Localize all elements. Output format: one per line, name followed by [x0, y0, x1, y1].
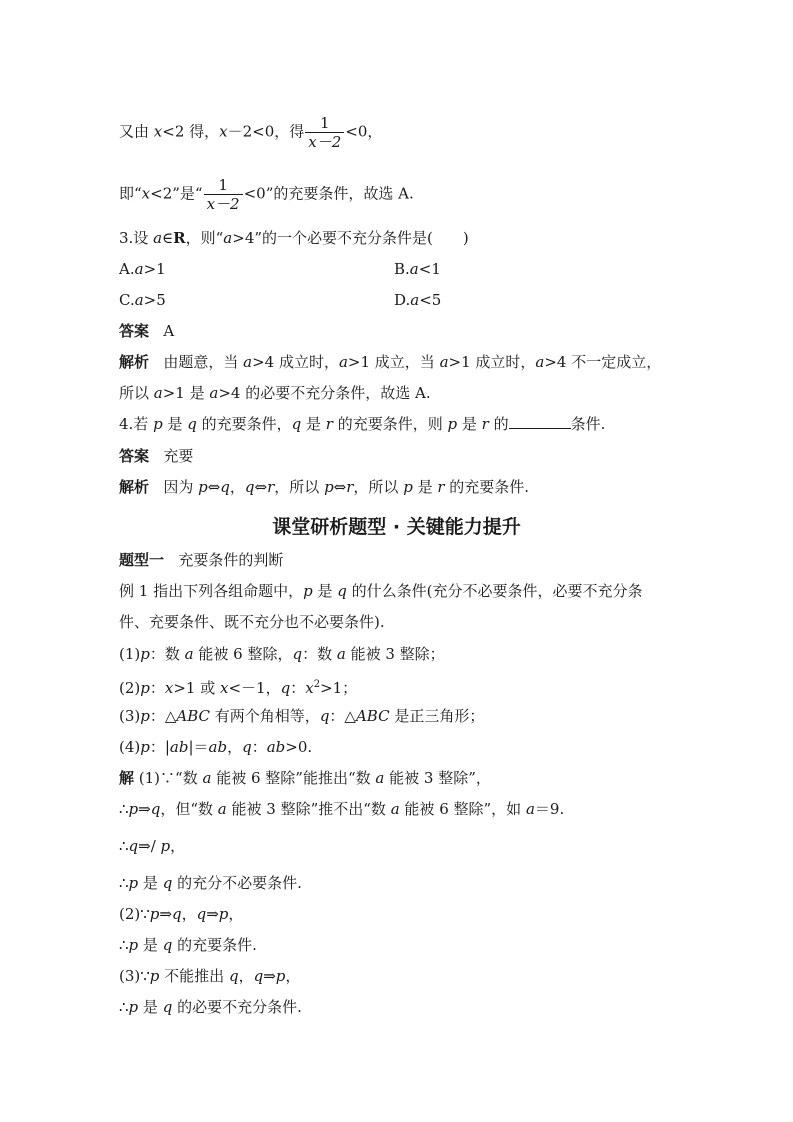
- answer-3: [119, 321, 174, 341]
- var: a: [209, 384, 219, 402]
- text: 即“: [119, 184, 142, 203]
- var: a: [439, 353, 449, 371]
- solution-2-line-1: [119, 904, 243, 924]
- text: ，: [181, 905, 197, 923]
- text: (2)∵: [119, 905, 150, 923]
- option-c: [119, 291, 166, 309]
- explanation-3-line-2: [119, 383, 431, 403]
- text: 因为: [163, 478, 199, 496]
- text: <2”是“: [150, 184, 203, 203]
- text: 的什么条件(充分不必要条件，必要不充分条: [346, 582, 643, 600]
- text: 的: [488, 415, 509, 433]
- text: ⇒: [206, 905, 219, 923]
- condition-2: [119, 675, 357, 698]
- text: (3): [119, 707, 141, 725]
- text: 能被 3 整除；: [345, 645, 445, 663]
- options-row-2: [119, 290, 679, 310]
- var: r: [325, 415, 333, 433]
- set-R: R: [173, 229, 186, 247]
- text: <2 得，: [162, 122, 220, 141]
- var: q: [337, 582, 347, 600]
- var: q: [150, 800, 161, 818]
- var: a: [375, 769, 385, 787]
- option-b: [394, 259, 441, 279]
- option-d: [394, 290, 441, 310]
- text: 是: [312, 582, 338, 600]
- question-4: [119, 414, 605, 434]
- var: a: [134, 291, 144, 309]
- text: ＝9.: [534, 800, 565, 818]
- option-text: <5: [419, 291, 442, 309]
- var: r: [267, 478, 275, 496]
- option-text: <1: [418, 260, 441, 278]
- text: 是: [138, 998, 163, 1016]
- solution-1-line-1: [119, 768, 491, 788]
- text: ⇔: [254, 478, 268, 496]
- var: p: [128, 874, 139, 892]
- var: p: [140, 738, 150, 756]
- text: >4 的必要不充分条件，故选 A.: [218, 384, 431, 402]
- text: <－1，: [228, 679, 281, 697]
- var: p: [160, 837, 171, 855]
- text: ⇔: [333, 478, 347, 496]
- text: >1 或: [173, 679, 220, 697]
- text: 的充要条件.: [444, 478, 530, 496]
- text: ，则“: [185, 229, 224, 247]
- var: x: [141, 184, 151, 203]
- text: >4 成立时，: [252, 353, 339, 371]
- var: ab: [208, 738, 228, 756]
- option-key: A.: [119, 260, 135, 278]
- var: q: [196, 905, 207, 923]
- option-key: C.: [119, 291, 135, 309]
- var: p: [324, 478, 334, 496]
- example-1-line-1: [119, 581, 642, 601]
- var: q: [171, 905, 182, 923]
- var: q: [228, 967, 239, 985]
- var: a: [202, 769, 212, 787]
- var: p: [403, 478, 413, 496]
- text: 的充要条件，: [196, 415, 292, 433]
- text: 能被 3 整除”，: [384, 769, 491, 787]
- var: a: [134, 260, 144, 278]
- var: q: [162, 936, 173, 954]
- option-text: >5: [143, 291, 166, 309]
- var: p: [128, 800, 139, 818]
- var: p: [149, 905, 160, 923]
- text: ，: [229, 478, 245, 496]
- var: ABC: [176, 707, 211, 725]
- condition-4: [119, 737, 312, 757]
- var: a: [338, 353, 348, 371]
- text: 是: [412, 478, 438, 496]
- text: ∴: [119, 837, 129, 855]
- solution-3-line-1: [119, 966, 300, 986]
- text: 所以: [119, 384, 154, 402]
- text: <0，: [345, 122, 383, 141]
- var: p: [447, 415, 458, 433]
- text: ：△: [329, 707, 356, 725]
- text: 是: [138, 874, 163, 892]
- var: p: [218, 905, 229, 923]
- text: 的充分不必要条件.: [172, 874, 302, 892]
- text: >1 成立时，: [448, 353, 536, 371]
- example-1-line-2: 件、充要条件、既不充分也不必要条件).: [119, 613, 385, 631]
- option-a: [119, 260, 166, 278]
- fraction: [204, 176, 243, 213]
- var: ABC: [355, 707, 390, 725]
- var: p: [153, 415, 163, 433]
- explanation-label: 解析: [119, 478, 150, 496]
- var: q: [220, 478, 230, 496]
- var: p: [128, 936, 139, 954]
- text: >1 成立，当: [347, 353, 440, 371]
- text: 4.若: [119, 415, 154, 433]
- var: x: [305, 679, 314, 697]
- text: ⇒/: [138, 837, 161, 855]
- text: ，: [285, 967, 301, 985]
- type-title: 充要条件的判断: [178, 551, 284, 569]
- text: 是: [138, 936, 163, 954]
- denominator: x－2: [206, 195, 240, 213]
- text: ，: [170, 837, 186, 855]
- text: 的充要条件，则: [332, 415, 448, 433]
- text: (3)∵: [119, 967, 150, 985]
- question-type-1: [119, 550, 283, 570]
- solution-2-line-2: [119, 935, 257, 955]
- var: p: [140, 645, 150, 663]
- text: 3.设: [119, 229, 154, 247]
- var: x: [153, 122, 163, 141]
- answer-text: A: [163, 322, 175, 340]
- text: 由题意，当: [163, 353, 244, 371]
- text: 不能推出: [159, 967, 229, 985]
- var: p: [275, 967, 286, 985]
- var: p: [198, 478, 208, 496]
- denominator: x－2: [308, 133, 342, 151]
- type-label: 题型一: [119, 551, 165, 569]
- text: ，但“数: [160, 800, 218, 818]
- var: q: [244, 478, 255, 496]
- var: p: [149, 967, 160, 985]
- text: ：△: [149, 707, 177, 725]
- var: p: [303, 582, 313, 600]
- solution-1-line-3: [119, 836, 185, 856]
- exponent: 2: [313, 679, 321, 690]
- text: ：|: [149, 738, 170, 756]
- text: 是: [457, 415, 482, 433]
- text: ∈: [162, 229, 174, 247]
- text: 条件.: [570, 415, 606, 433]
- var: a: [336, 645, 346, 663]
- var: p: [128, 998, 139, 1016]
- text: >4”的一个必要不充分条件是( ): [232, 229, 469, 247]
- var: x: [164, 679, 174, 697]
- text: >0.: [285, 738, 313, 756]
- options-row-1: [119, 259, 679, 279]
- var: q: [187, 415, 197, 433]
- var: x: [220, 679, 229, 697]
- var: r: [346, 478, 354, 496]
- text: 能被 3 整除”推不出“数: [226, 800, 391, 818]
- question-3: [119, 228, 469, 248]
- text: ⇒: [159, 905, 172, 923]
- var: a: [409, 260, 419, 278]
- text: ：: [290, 679, 306, 697]
- var: q: [128, 837, 139, 855]
- var: x: [219, 122, 228, 141]
- var: a: [243, 353, 253, 371]
- text: >4 不一定成立，: [544, 353, 662, 371]
- text: |＝: [188, 738, 209, 756]
- explanation-4: [119, 477, 529, 497]
- text: ⇒: [263, 967, 276, 985]
- var: r: [437, 478, 445, 496]
- condition-1: [119, 644, 445, 664]
- explanation-label: 解析: [119, 353, 150, 371]
- solution-1-line-2: [119, 799, 564, 819]
- var: q: [291, 415, 302, 433]
- text: 又由: [119, 122, 154, 141]
- var: a: [390, 800, 400, 818]
- var: r: [481, 415, 489, 433]
- fraction: [305, 114, 344, 151]
- option-key: D.: [394, 291, 411, 309]
- var: a: [223, 229, 233, 247]
- var: a: [153, 229, 163, 247]
- var: q: [280, 679, 291, 697]
- numerator: 1: [204, 176, 243, 195]
- text: 有两个角相等，: [210, 707, 320, 725]
- text: (4): [119, 738, 141, 756]
- solution-label: 解: [119, 769, 135, 787]
- text: (2): [119, 679, 141, 697]
- text: ，所以: [353, 478, 404, 496]
- text: ：: [251, 738, 267, 756]
- text: ，所以: [274, 478, 325, 496]
- explanation-3-line-1: [119, 352, 661, 372]
- option-text: >1: [143, 260, 166, 278]
- text: 的必要不充分条件.: [172, 998, 302, 1016]
- text: ：数: [149, 645, 185, 663]
- text: 的充要条件.: [172, 936, 257, 954]
- text: >1；: [320, 679, 358, 697]
- var: ab: [169, 738, 189, 756]
- text: ，: [227, 738, 243, 756]
- text: 例 1 指出下列各组命题中，: [119, 582, 304, 600]
- text: ，: [228, 905, 244, 923]
- text: 能被 6 整除”，如: [399, 800, 526, 818]
- text: ，: [238, 967, 254, 985]
- answer-blank: [509, 414, 571, 429]
- var: ab: [266, 738, 286, 756]
- text: ∴: [119, 936, 129, 954]
- var: q: [292, 645, 303, 663]
- text: 能被 6 整除”能推出“数: [211, 769, 376, 787]
- text: (1): [119, 645, 141, 663]
- text: 能被 6 整除，: [193, 645, 293, 663]
- answer-text: 充要: [163, 447, 194, 465]
- solution-line-2: [119, 176, 414, 213]
- text: ⇔: [207, 478, 221, 496]
- section-heading: 课堂研析题型 · 关键能力提升: [272, 516, 521, 538]
- answer-4: [119, 446, 193, 466]
- text: ∴: [119, 800, 129, 818]
- text: >1 是: [162, 384, 210, 402]
- option-key: B.: [394, 260, 410, 278]
- solution-line-1: [119, 114, 382, 151]
- solution-1-line-4: [119, 873, 302, 893]
- text: <0”的充要条件，故选 A.: [243, 184, 414, 203]
- var: q: [253, 967, 264, 985]
- text: (1)∵“数: [134, 769, 203, 787]
- var: a: [184, 645, 194, 663]
- var: q: [162, 998, 173, 1016]
- var: q: [319, 707, 330, 725]
- text: ∴: [119, 874, 129, 892]
- var: a: [410, 291, 420, 309]
- answer-label: 答案: [119, 447, 150, 465]
- solution-3-line-2: [119, 997, 302, 1017]
- var: q: [162, 874, 173, 892]
- text: ：数: [302, 645, 337, 663]
- condition-3: [119, 706, 484, 726]
- text: －2<0，得: [227, 122, 305, 141]
- numerator: 1: [305, 114, 344, 133]
- text: ：: [149, 679, 165, 697]
- var: a: [535, 353, 545, 371]
- text: ⇒: [138, 800, 151, 818]
- var: a: [153, 384, 163, 402]
- var: p: [140, 679, 150, 697]
- answer-label: 答案: [119, 322, 150, 340]
- text: ∴: [119, 998, 129, 1016]
- var: a: [525, 800, 535, 818]
- text: 是: [301, 415, 326, 433]
- text: 是正三角形；: [389, 707, 485, 725]
- var: a: [217, 800, 227, 818]
- text: 是: [162, 415, 188, 433]
- var: q: [242, 738, 252, 756]
- var: p: [140, 707, 150, 725]
